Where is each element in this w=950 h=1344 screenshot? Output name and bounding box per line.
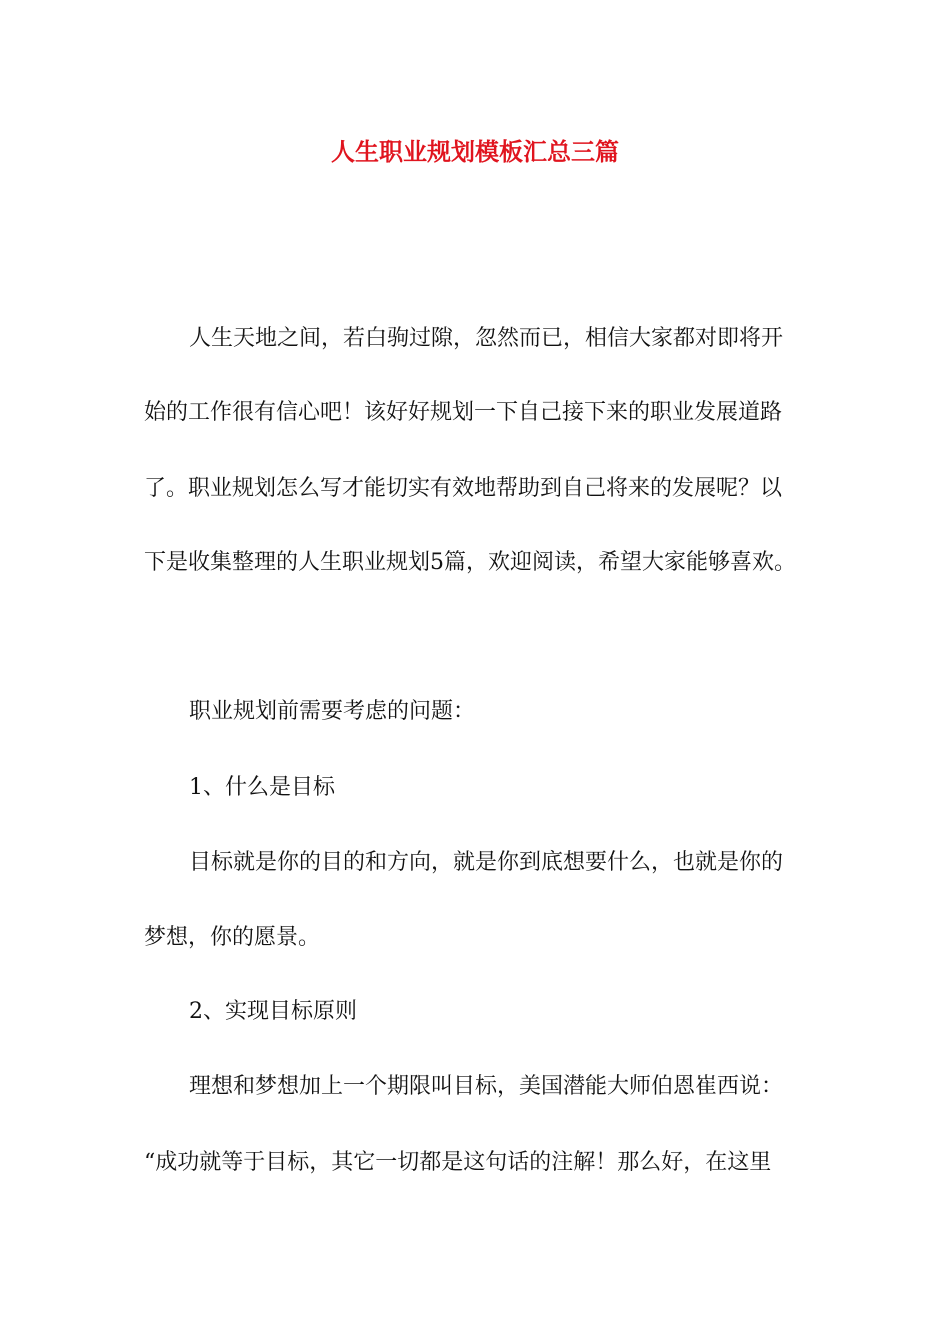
item1-heading: 1、什么是目标 (189, 775, 335, 800)
intro-line-2: 始的工作很有信心吧！该好好规划一下自己接下来的职业发展道路 (144, 400, 783, 425)
item2-heading: 2、实现目标原则 (189, 999, 357, 1024)
item1-line-2: 梦想，你的愿景。 (144, 925, 321, 950)
item2-line-2: “成功就等于目标，其它一切都是这句话的注解！那么好，在这里 (144, 1150, 772, 1175)
intro-line-4: 下是收集整理的人生职业规划5篇，欢迎阅读，希望大家能够喜欢。 (144, 550, 796, 575)
document-title: 人生职业规划模板汇总三篇 (331, 137, 619, 166)
item2-line-1: 理想和梦想加上一个期限叫目标，美国潜能大师伯恩崔西说： (189, 1074, 784, 1099)
item1-line-1: 目标就是你的目的和方向，就是你到底想要什么，也就是你的 (189, 850, 784, 875)
intro-line-1: 人生天地之间，若白驹过隙，忽然而已，相信大家都对即将开 (189, 326, 784, 351)
section-heading: 职业规划前需要考虑的问题： (189, 699, 476, 724)
intro-line-3: 了。职业规划怎么写才能切实有效地帮助到自己将来的发展呢？以 (144, 476, 783, 501)
